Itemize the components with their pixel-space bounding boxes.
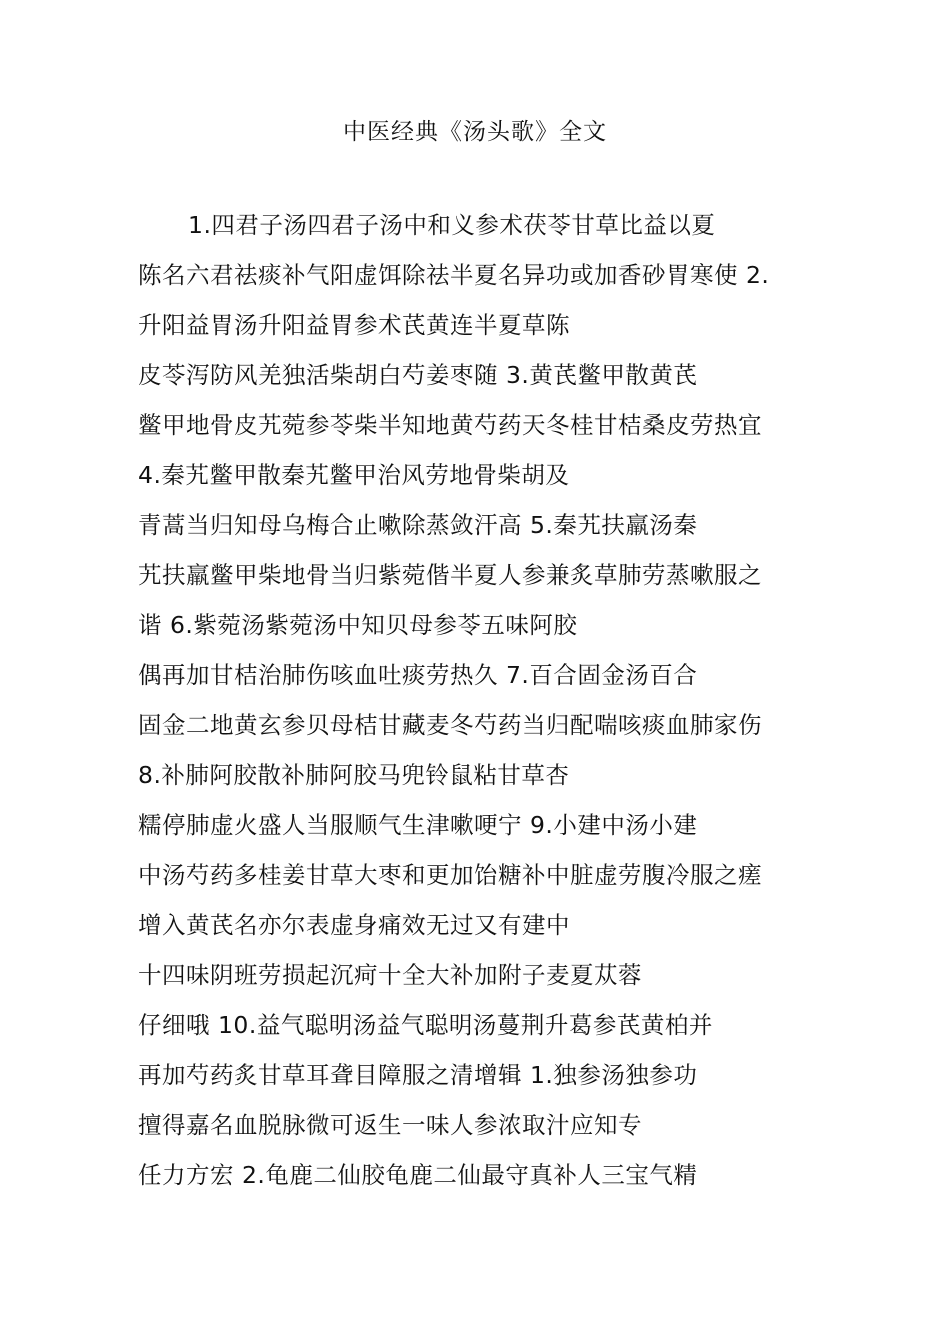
text-line: 陈名六君祛痰补气阳虚饵除祛半夏名异功或加香砂胃寒使 2. [138,261,770,289]
text-line: 十四味阴班劳损起沉疴十全大补加附子麦夏苁蓉 [138,961,642,989]
text-line: 中汤芍药多桂姜甘草大枣和更加饴糖补中脏虚劳腹冷服之瘥 [138,861,762,889]
text-line: 鳖甲地骨皮艽菀参苓柴半知地黄芍药天冬桂甘桔桑皮劳热宜 [138,411,762,439]
text-line: 8.补肺阿胶散补肺阿胶马兜铃鼠粘甘草杏 [138,761,570,789]
text-line: 固金二地黄玄参贝母桔甘藏麦冬芍药当归配喘咳痰血肺家伤 [138,711,762,739]
text-line: 升阳益胃汤升阳益胃参术芪黄连半夏草陈 [138,311,570,339]
text-line: 偶再加甘桔治肺伤咳血吐痰劳热久 7.百合固金汤百合 [138,661,698,689]
text-line: 谐 6.紫菀汤紫菀汤中知贝母参苓五味阿胶 [138,611,578,639]
text-line: 糯停肺虚火盛人当服顺气生津嗽哽宁 9.小建中汤小建 [138,811,698,839]
document-title: 中医经典《汤头歌》全文 [343,119,607,145]
text-line: 艽扶羸鳖甲柴地骨当归紫菀偕半夏人参兼炙草肺劳蒸嗽服之 [138,561,762,589]
text-line: 4.秦艽鳖甲散秦艽鳖甲治风劳地骨柴胡及 [138,461,570,489]
text-line: 增入黄芪名亦尔表虚身痛效无过又有建中 [138,911,570,939]
text-line: 青蒿当归知母乌梅合止嗽除蒸敛汗高 5.秦艽扶羸汤秦 [138,511,698,539]
text-line: 任力方宏 2.龟鹿二仙胶龟鹿二仙最守真补人三宝气精 [138,1161,698,1189]
text-line: 皮苓泻防风羌独活柴胡白芍姜枣随 3.黄芪鳖甲散黄芪 [138,361,698,389]
text-line: 再加芍药炙甘草耳聋目障服之清增辑 1.独参汤独参功 [138,1061,698,1089]
text-line: 仔细哦 10.益气聪明汤益气聪明汤蔓荆升葛参芪黄柏并 [138,1011,713,1039]
document-body [138,204,818,1204]
text-line: 擅得嘉名血脱脉微可返生一味人参浓取汁应知专 [138,1111,642,1139]
text-line: 1.四君子汤四君子汤中和义参术茯苓甘草比益以夏 [188,211,716,239]
